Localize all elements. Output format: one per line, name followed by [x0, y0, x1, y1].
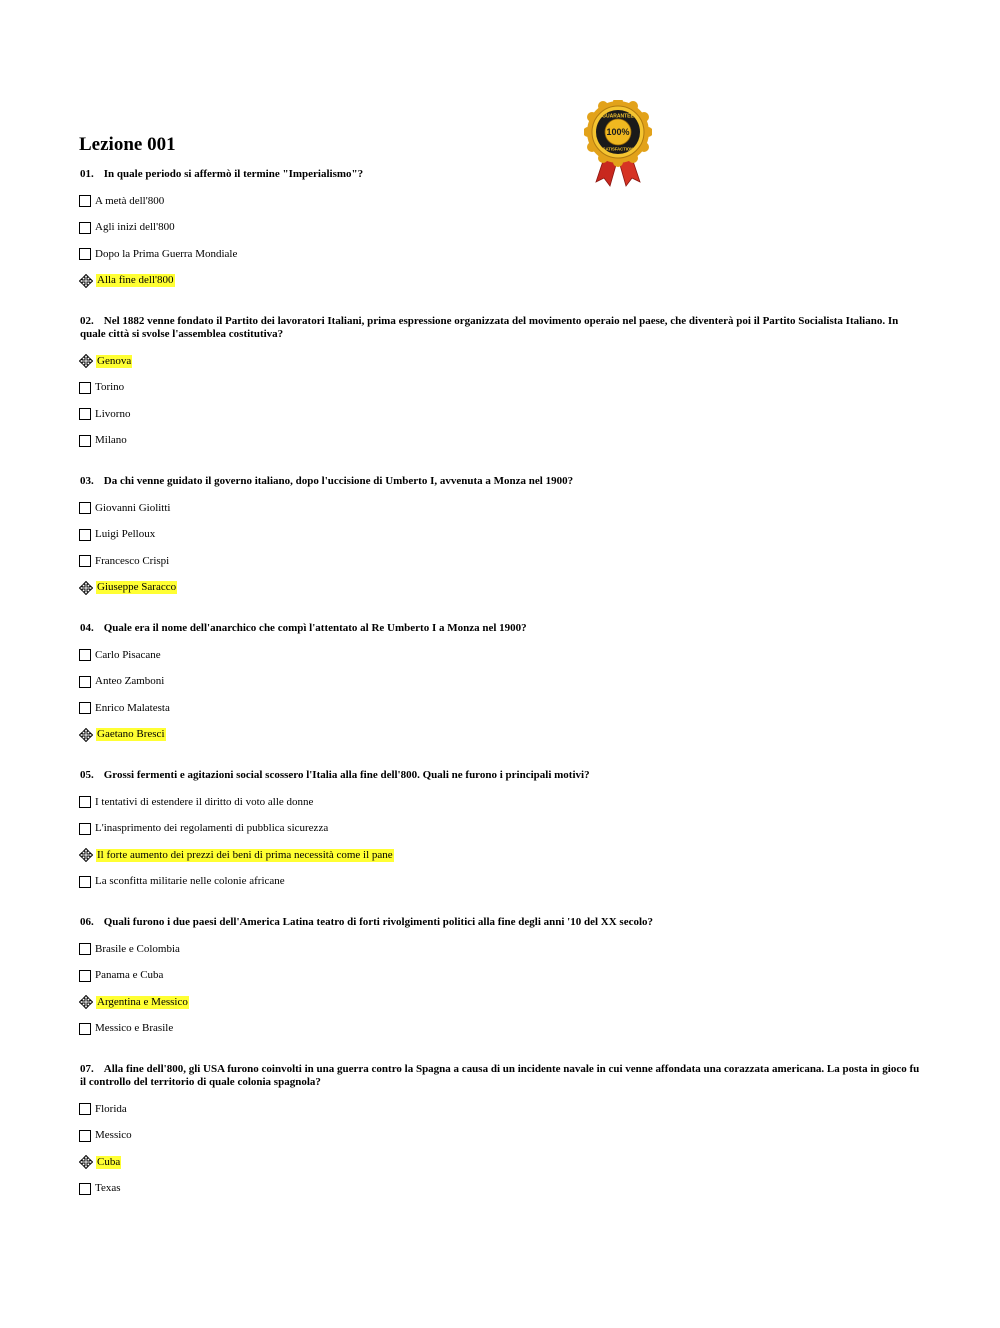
answer-option[interactable] [79, 669, 921, 696]
question-block [79, 475, 921, 601]
answer-option[interactable] [79, 522, 921, 549]
option-label: Texas [95, 1182, 121, 1195]
checkbox-icon[interactable] [79, 1023, 91, 1035]
checkbox-icon[interactable] [79, 823, 91, 835]
correct-answer-option[interactable] [79, 348, 921, 375]
checkbox-icon[interactable] [79, 435, 91, 447]
answer-option[interactable] [79, 1123, 921, 1150]
checkbox-icon[interactable] [79, 408, 91, 420]
correct-answer-option[interactable] [79, 989, 921, 1016]
answer-option[interactable] [79, 375, 921, 402]
checkbox-icon[interactable] [79, 195, 91, 207]
checkbox-icon[interactable] [79, 248, 91, 260]
four-way-arrow-icon [79, 354, 93, 368]
checkbox-icon[interactable] [79, 502, 91, 514]
correct-answer-option[interactable] [79, 575, 921, 602]
checkbox-icon[interactable] [79, 222, 91, 234]
checkbox-icon[interactable] [79, 382, 91, 394]
option-label: Francesco Crispi [95, 554, 170, 567]
question-number: 04. [80, 622, 94, 634]
option-label: Torino [95, 381, 125, 394]
option-label: Gaetano Bresci [97, 728, 165, 741]
question-text [80, 916, 921, 929]
option-label: Agli inizi dell'800 [95, 221, 175, 234]
option-label: Giuseppe Saracco [97, 581, 177, 594]
question-prompt: Quale era il nome dell'anarchico che compì l'attentato al Re Umberto I a Monza nel 1900? [103, 622, 527, 634]
checkbox-icon[interactable] [79, 970, 91, 982]
badge-bottom-text: SATISFACTION [602, 146, 634, 152]
question-text [80, 769, 921, 782]
option-label: Carlo Pisacane [95, 648, 161, 661]
answer-option[interactable] [79, 401, 921, 428]
option-label: Milano [95, 434, 127, 447]
checkbox-icon[interactable] [79, 1103, 91, 1115]
answer-option[interactable] [79, 428, 921, 455]
question-block [79, 916, 921, 1042]
question-prompt: Quali furono i due paesi dell'America Latina teatro di forti rivolgimenti politici alla fine degli anni '10 del XX secolo? [103, 916, 654, 928]
question-text [80, 315, 921, 341]
option-label: Messico [95, 1129, 132, 1142]
checkbox-icon[interactable] [79, 796, 91, 808]
option-label: Brasile e Colombia [95, 942, 180, 955]
answer-option[interactable] [79, 1096, 921, 1123]
checkbox-icon[interactable] [79, 1130, 91, 1142]
question-number: 02. [80, 315, 94, 327]
correct-answer-option[interactable] [79, 1149, 921, 1176]
option-label: Panama e Cuba [95, 969, 164, 982]
question-prompt: Da chi venne guidato il governo italiano, dopo l'uccisione di Umberto I, avvenuta a Monza nel 1900? [103, 475, 574, 487]
question-text [80, 622, 921, 635]
question-block [79, 769, 921, 895]
option-label: Giovanni Giolitti [95, 501, 171, 514]
question-prompt: Nel 1882 venne fondato il Partito dei lavoratori Italiani, prima espressione organizzata del movimento operaio nel paese, che diventerà poi il Partito Socialista Italiano. In quale città si svolse l'assemblea costitutiva? [80, 315, 899, 340]
option-label: Genova [97, 354, 132, 367]
question-block [79, 1063, 921, 1202]
answer-option[interactable] [79, 215, 921, 242]
checkbox-icon[interactable] [79, 555, 91, 567]
answer-option[interactable] [79, 495, 921, 522]
checkbox-icon[interactable] [79, 676, 91, 688]
question-block [79, 622, 921, 748]
answer-option[interactable] [79, 642, 921, 669]
question-number: 03. [80, 475, 94, 487]
question-text [80, 475, 921, 488]
answer-option[interactable] [79, 548, 921, 575]
checkbox-icon[interactable] [79, 649, 91, 661]
four-way-arrow-icon [79, 274, 93, 288]
question-number: 01. [80, 168, 94, 180]
option-label: Anteo Zamboni [95, 675, 165, 688]
option-label: Il forte aumento dei prezzi dei beni di prima necessità come il pane [97, 848, 393, 861]
checkbox-icon[interactable] [79, 702, 91, 714]
checkbox-icon[interactable] [79, 529, 91, 541]
answer-option[interactable] [79, 241, 921, 268]
answer-option[interactable] [79, 1016, 921, 1043]
option-label: Argentina e Messico [97, 995, 188, 1008]
answer-option[interactable] [79, 963, 921, 990]
option-label: Cuba [97, 1155, 121, 1168]
answer-option[interactable] [79, 188, 921, 215]
four-way-arrow-icon [79, 848, 93, 862]
four-way-arrow-icon [79, 728, 93, 742]
checkbox-icon[interactable] [79, 876, 91, 888]
option-label: La sconfitta militarie nelle colonie africane [95, 875, 285, 888]
option-label: Alla fine dell'800 [97, 274, 174, 287]
checkbox-icon[interactable] [79, 943, 91, 955]
four-way-arrow-icon [79, 581, 93, 595]
question-block [79, 315, 921, 454]
question-text [80, 1063, 921, 1089]
four-way-arrow-icon [79, 1155, 93, 1169]
option-label: Dopo la Prima Guerra Mondiale [95, 247, 238, 260]
answer-option[interactable] [79, 695, 921, 722]
answer-option[interactable] [79, 789, 921, 816]
option-label: A metà dell'800 [95, 194, 165, 207]
answer-option[interactable] [79, 869, 921, 896]
option-label: Messico e Brasile [95, 1022, 174, 1035]
question-number: 07. [80, 1063, 94, 1075]
option-label: Florida [95, 1102, 127, 1115]
answer-option[interactable] [79, 816, 921, 843]
badge-top-text: GUARANTEE [602, 113, 634, 120]
question-block [79, 168, 921, 294]
option-label: I tentativi di estendere il diritto di voto alle donne [95, 795, 314, 808]
badge-center-text: 100% [606, 127, 630, 137]
checkbox-icon[interactable] [79, 1183, 91, 1195]
four-way-arrow-icon [79, 995, 93, 1009]
question-list [79, 168, 921, 1223]
correct-answer-option[interactable] [79, 842, 921, 869]
option-label: L'inasprimento dei regolamenti di pubblica sicurezza [95, 822, 329, 835]
page-title: Lezione 001 [79, 134, 176, 155]
option-label: Enrico Malatesta [95, 701, 170, 714]
question-prompt: Alla fine dell'800, gli USA furono coinvolti in una guerra contro la Spagna a causa di un incidente navale in cui venne affondata una corazzata americana. La posta in gioco fu il controllo del territorio di quale colonia spagnola? [80, 1063, 920, 1088]
option-label: Luigi Pelloux [95, 528, 156, 541]
answer-option[interactable] [79, 936, 921, 963]
question-number: 05. [80, 769, 94, 781]
correct-answer-option[interactable] [79, 722, 921, 749]
correct-answer-option[interactable] [79, 268, 921, 295]
option-label: Livorno [95, 407, 131, 420]
question-prompt: In quale periodo si affermò il termine "Imperialismo"? [103, 168, 364, 180]
question-prompt: Grossi fermenti e agitazioni social scossero l'Italia alla fine dell'800. Quali ne furono i principali motivi? [103, 769, 590, 781]
answer-option[interactable] [79, 1176, 921, 1203]
question-text [80, 168, 921, 181]
question-number: 06. [80, 916, 94, 928]
